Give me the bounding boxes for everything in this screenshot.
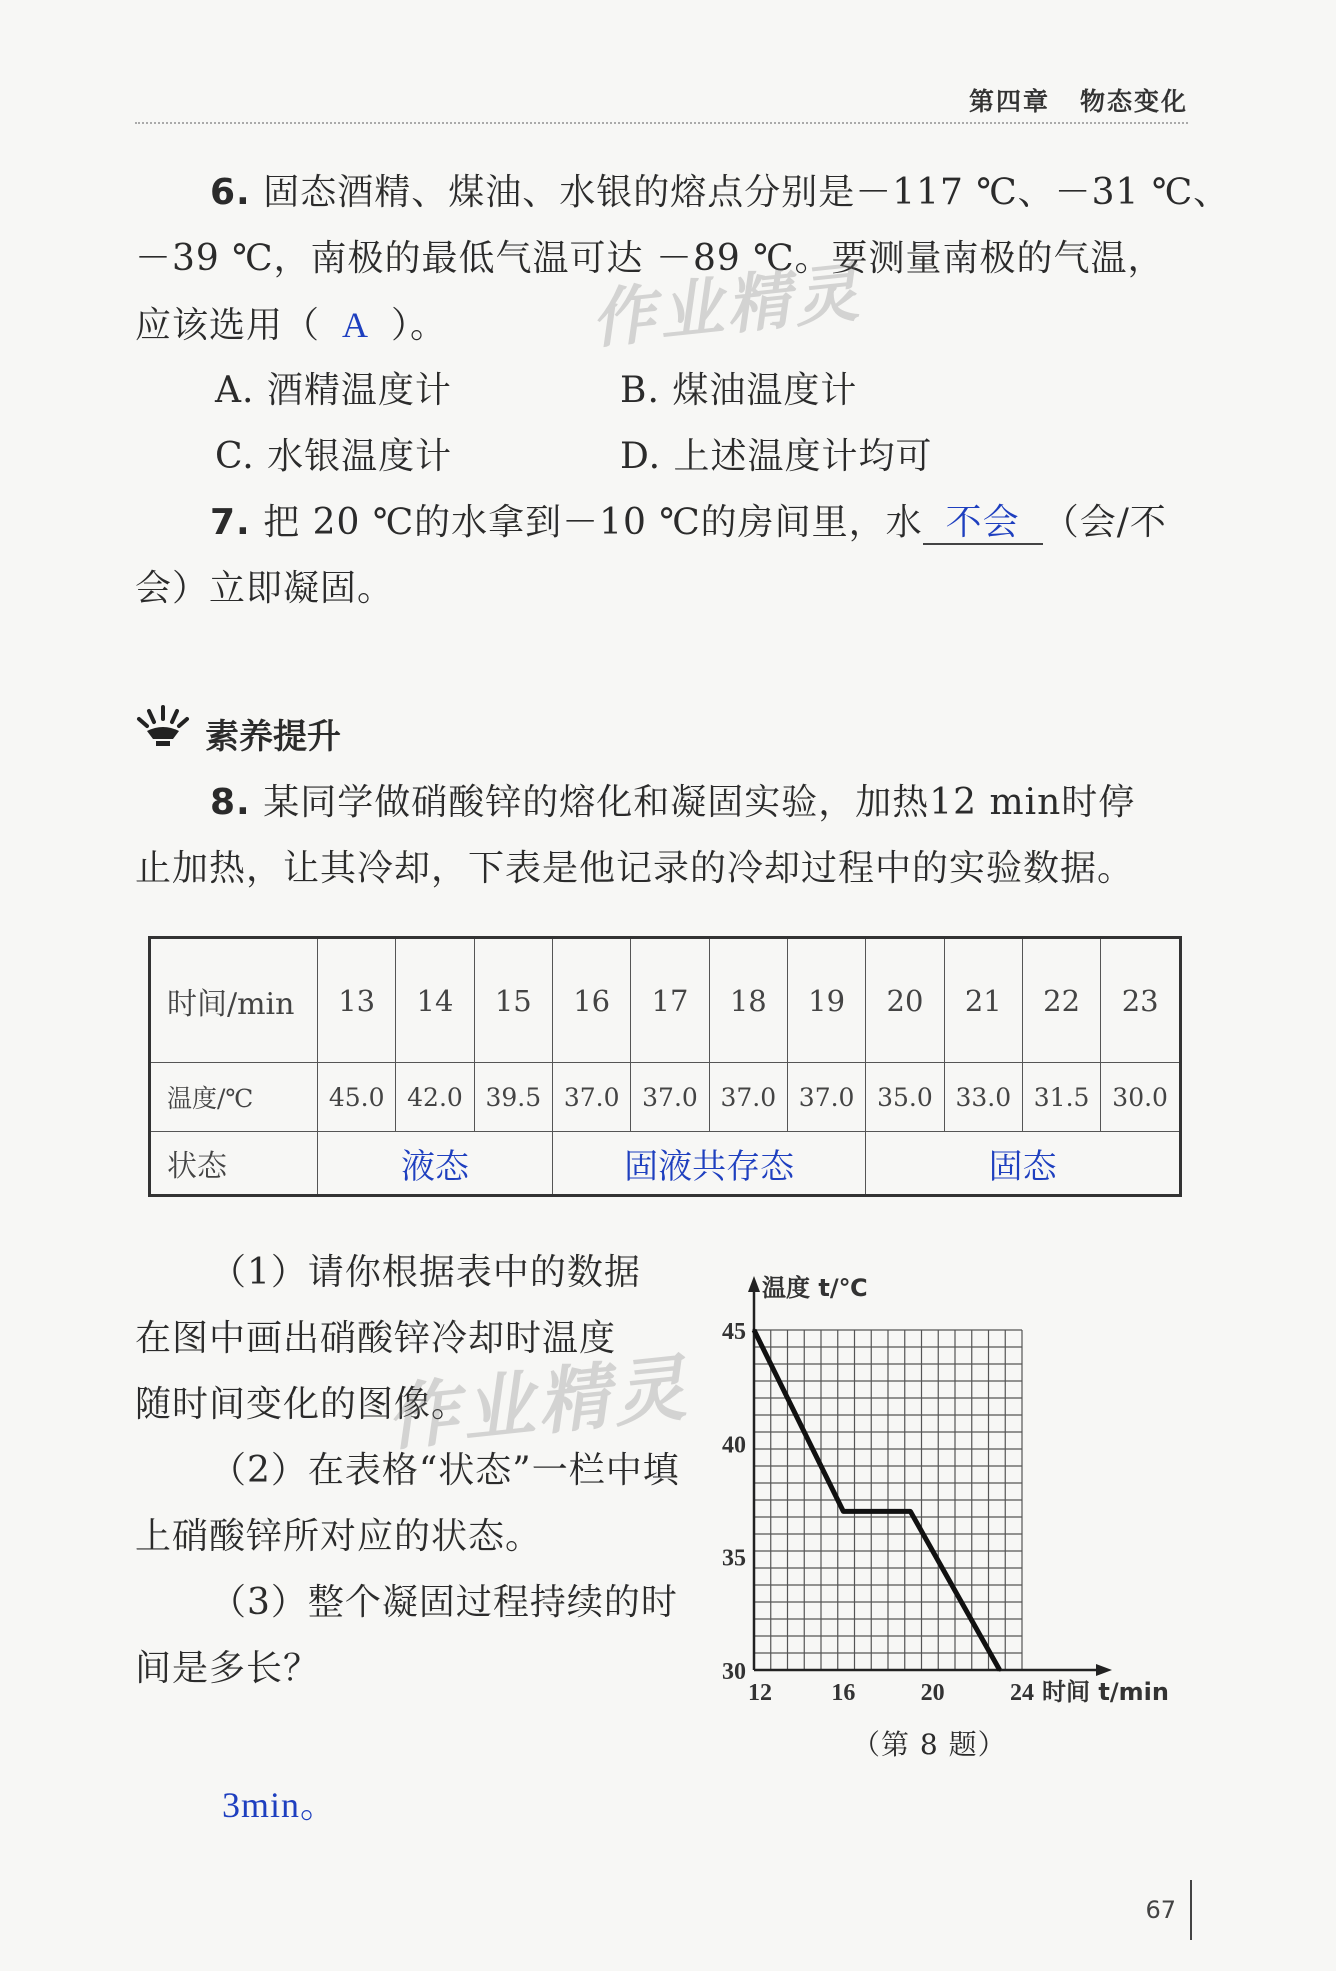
- y-tick-label: 30: [722, 1659, 746, 1685]
- table-header-state: 状态: [150, 1132, 318, 1196]
- q6-option-a: A. 酒精温度计: [215, 370, 452, 411]
- y-axis-arrow: [748, 1276, 760, 1292]
- q7-line2: 会）立即凝固。: [135, 568, 395, 609]
- x-tick-label: 20: [920, 1680, 945, 1706]
- table-header-temp: 温度/℃: [150, 1063, 318, 1132]
- x-tick-label: 24: [1010, 1680, 1034, 1706]
- section-title: 素养提升: [205, 717, 341, 757]
- x-axis-label: 时间 t/min: [1042, 1678, 1169, 1706]
- table-cell: 13: [318, 938, 396, 1063]
- q6-line2: －39 ℃，南极的最低气温可达 －89 ℃。要测量南极的气温，: [135, 238, 1165, 279]
- x-tick-label: 16: [831, 1680, 856, 1706]
- table-cell: 22: [1022, 938, 1100, 1063]
- data-point: [909, 1510, 912, 1513]
- table-cell: 21: [944, 938, 1022, 1063]
- table-cell: 15: [474, 938, 552, 1063]
- q6-option-c: C. 水银温度计: [215, 436, 453, 477]
- q6-answer: A: [342, 305, 370, 345]
- table-row-temp: [150, 1063, 1181, 1132]
- chapter-label: 第四章: [968, 87, 1050, 116]
- q7-text-1a: 把 20 ℃的水拿到－10 ℃的房间里，水: [263, 502, 923, 543]
- table-cell: 39.5: [474, 1063, 552, 1132]
- table-cell: 20: [866, 938, 944, 1063]
- q8-sub1-line2: 在图中画出硝酸锌冷却时温度: [135, 1318, 617, 1359]
- q8-answer: 3min。: [222, 1785, 338, 1825]
- q7-number: 7.: [210, 502, 251, 543]
- q8-sub2-line1: （2）在表格“状态”一栏中填: [210, 1450, 680, 1491]
- table-cell: 45.0: [318, 1063, 396, 1132]
- table-cell: 16: [552, 938, 630, 1063]
- figure-caption: （第 8 题）: [852, 1728, 1007, 1761]
- q8-text-1: 某同学做硝酸锌的熔化和凝固实验，加热12 min时停: [263, 782, 1136, 823]
- table-cell: 42.0: [396, 1063, 474, 1132]
- q8-sub2-line2: 上硝酸锌所对应的状态。: [135, 1516, 543, 1557]
- data-point: [842, 1510, 845, 1513]
- table-cell: 19: [787, 938, 865, 1063]
- q8-sub1-line3: 随时间变化的图像。: [135, 1384, 469, 1425]
- y-tick-label: 35: [722, 1545, 746, 1572]
- header-divider: [135, 122, 1188, 124]
- table-cell: 37.0: [709, 1063, 787, 1132]
- q7-answer: 不会: [923, 501, 1043, 545]
- page-number-bar: [1190, 1880, 1192, 1940]
- data-table: [148, 936, 1182, 1197]
- data-point: [753, 1329, 756, 1332]
- data-point: [998, 1669, 1001, 1672]
- q7-text-1b: （会/不: [1042, 502, 1167, 543]
- table-cell: 23: [1101, 938, 1181, 1063]
- page-header: [969, 82, 1188, 118]
- q8-line2: 止加热，让其冷却，下表是他记录的冷却过程中的实验数据。: [135, 848, 1135, 889]
- x-tick-label: 12: [748, 1680, 772, 1706]
- q8-sub1-line1: （1）请你根据表中的数据: [210, 1252, 641, 1293]
- q6-text-3a: 应该选用（: [135, 305, 321, 346]
- state-solid: 固态: [866, 1132, 1181, 1196]
- lightbulb-icon: [135, 703, 191, 751]
- table-cell: 14: [396, 938, 474, 1063]
- table-cell: 33.0: [944, 1063, 1022, 1132]
- temperature-chart: [700, 1240, 1200, 1770]
- table-cell: 30.0: [1101, 1063, 1181, 1132]
- chapter-title: 物态变化: [1079, 87, 1188, 116]
- table-cell: 37.0: [631, 1063, 709, 1132]
- q8-sub3-line1: （3）整个凝固过程持续的时: [210, 1582, 678, 1623]
- q6-option-b: B. 煤油温度计: [620, 370, 858, 411]
- table-header-time: 时间/min: [150, 938, 318, 1063]
- x-axis-arrow: [1096, 1664, 1112, 1676]
- watermark: 作业精灵: [382, 1345, 694, 1461]
- q6-number: 6.: [210, 172, 251, 213]
- y-axis-label: 温度 t/℃: [762, 1274, 868, 1302]
- q8-line1: [210, 770, 1135, 836]
- section-header: [135, 703, 341, 760]
- table-cell: 35.0: [866, 1063, 944, 1132]
- q6-line3: [135, 292, 447, 359]
- table-cell: 37.0: [552, 1063, 630, 1132]
- table-row-state: [150, 1132, 1181, 1196]
- table-row-time: [150, 938, 1181, 1063]
- q8-sub3-line2: 间是多长？: [135, 1648, 321, 1689]
- q6-option-d: D. 上述温度计均可: [620, 436, 933, 477]
- y-tick-label: 40: [722, 1432, 746, 1459]
- page-number: 67: [1145, 1896, 1176, 1924]
- table-cell: 37.0: [787, 1063, 865, 1132]
- state-liquid: 液态: [318, 1132, 553, 1196]
- watermark: 作业精灵: [587, 255, 866, 358]
- state-mixed: 固液共存态: [552, 1132, 865, 1196]
- y-tick-label: 45: [722, 1319, 746, 1345]
- q7-line1: [210, 490, 1167, 556]
- q6-text-1: 固态酒精、煤油、水银的熔点分别是－117 ℃、－31 ℃、: [263, 172, 1231, 213]
- q6-line1: [210, 160, 1230, 226]
- table-cell: 31.5: [1022, 1063, 1100, 1132]
- table-cell: 18: [709, 938, 787, 1063]
- q6-text-3b: ）。: [391, 305, 448, 346]
- table-cell: 17: [631, 938, 709, 1063]
- q8-number: 8.: [210, 782, 251, 823]
